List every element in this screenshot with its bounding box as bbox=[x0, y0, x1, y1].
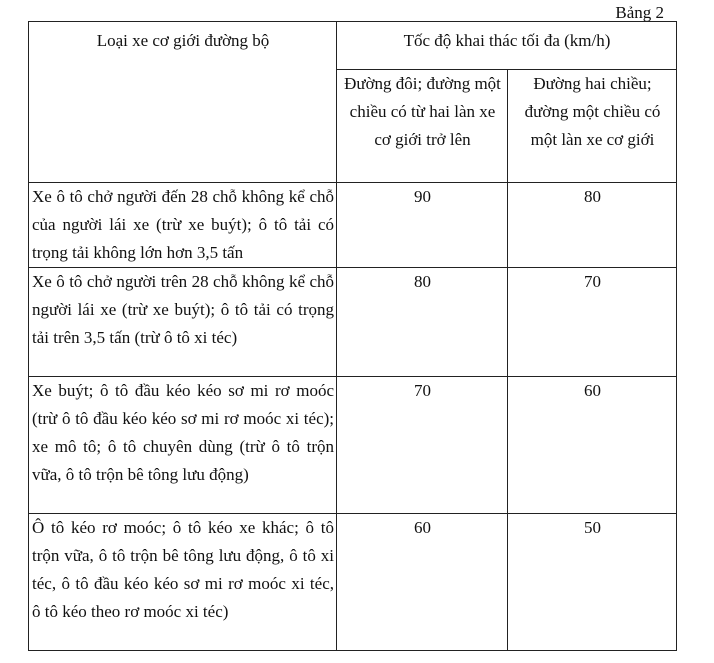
table-row bbox=[29, 377, 677, 514]
table-row bbox=[29, 183, 677, 268]
header-two-way-road: Đường hai chiều; đường một chiều có một làn xe cơ giới bbox=[508, 70, 677, 183]
table-row bbox=[29, 268, 677, 377]
divided-speed-cell: 80 bbox=[337, 268, 508, 377]
two-way-speed-cell: 50 bbox=[508, 514, 677, 651]
divided-speed-cell: 70 bbox=[337, 377, 508, 514]
header-divided-road: Đường đôi; đường một chiều có từ hai làn xe cơ giới trở lên bbox=[337, 70, 508, 183]
vehicle-cell: Xe buýt; ô tô đầu kéo kéo sơ mi rơ moóc (trừ ô tô đầu kéo kéo sơ mi rơ moóc xi téc); xe mô tô; ô tô chuyên dùng (trừ ô tô trộn vữa, ô tô trộn bê tông lưu động) bbox=[29, 377, 337, 514]
two-way-speed-cell: 60 bbox=[508, 377, 677, 514]
vehicle-cell: Xe ô tô chở người đến 28 chỗ không kể chỗ của người lái xe (trừ xe buýt); ô tô tải có trọng tải không lớn hơn 3,5 tấn bbox=[29, 183, 337, 268]
header-max-speed: Tốc độ khai thác tối đa (km/h) bbox=[337, 22, 677, 70]
two-way-speed-cell: 70 bbox=[508, 268, 677, 377]
divided-speed-cell: 90 bbox=[337, 183, 508, 268]
vehicle-cell: Ô tô kéo rơ moóc; ô tô kéo xe khác; ô tô trộn vữa, ô tô trộn bê tông lưu động, ô tô xi téc, ô tô đầu kéo kéo sơ mi rơ moóc xi téc, ô tô kéo theo rơ moóc xi téc) bbox=[29, 514, 337, 651]
speed-limit-table bbox=[28, 21, 677, 651]
header-vehicle-type: Loại xe cơ giới đường bộ bbox=[29, 22, 337, 183]
table-row bbox=[29, 514, 677, 651]
two-way-speed-cell: 80 bbox=[508, 183, 677, 268]
divided-speed-cell: 60 bbox=[337, 514, 508, 651]
vehicle-cell: Xe ô tô chở người trên 28 chỗ không kể chỗ người lái xe (trừ xe buýt); ô tô tải có trọng tải trên 3,5 tấn (trừ ô tô xi téc) bbox=[29, 268, 337, 377]
table-caption: Bảng 2 bbox=[615, 3, 664, 22]
table-header-row bbox=[29, 22, 677, 70]
